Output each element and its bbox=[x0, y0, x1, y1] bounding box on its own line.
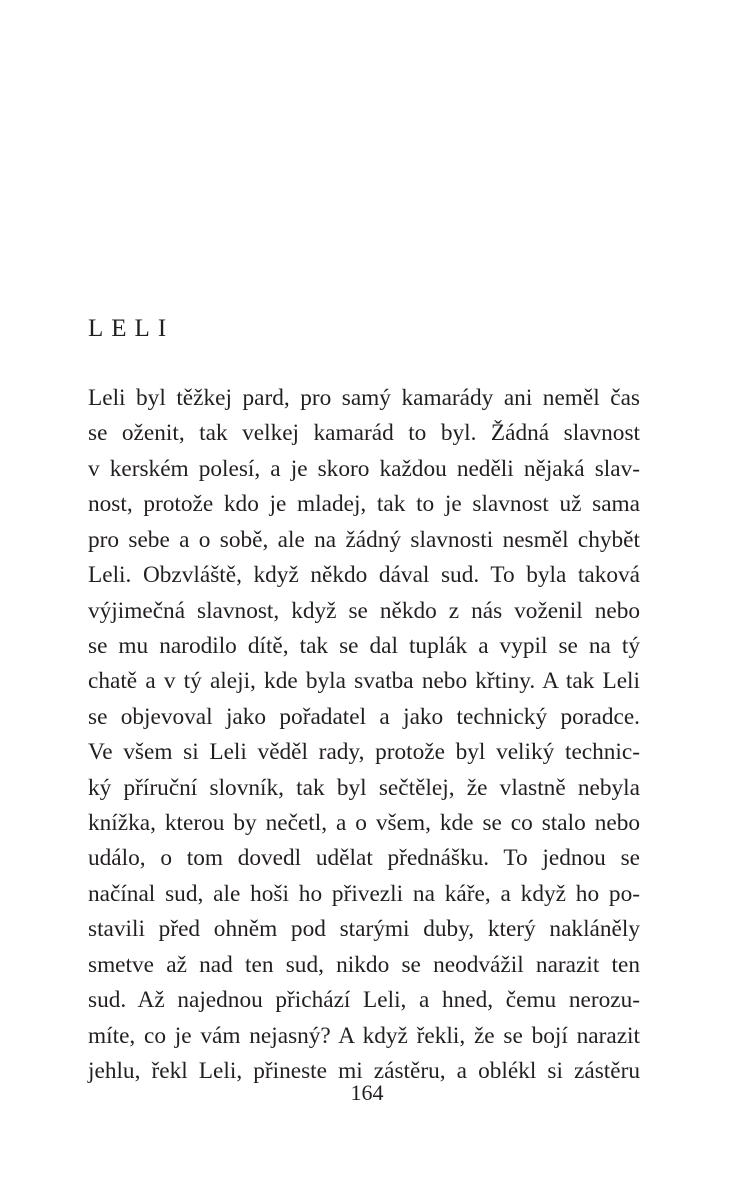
text-line: Leli byl těžkej pard, pro samý kamarády ani neměl čas bbox=[88, 385, 640, 411]
text-line: Leli. Obzvláště, když někdo dával sud. To byla taková bbox=[88, 562, 640, 589]
body-text bbox=[88, 381, 640, 1089]
text-line: se mu narodilo dítě, tak se dal tuplák a vypil se na tý bbox=[88, 632, 640, 659]
text-line: se objevoval jako pořadatel a jako technický poradce. bbox=[88, 703, 640, 730]
chapter-title: LELI bbox=[88, 315, 175, 342]
text-line: výjimečná slavnost, když se někdo z nás voženil nebo bbox=[88, 597, 640, 624]
text-line: sud. Až najednou přichází Leli, a hned, čemu nerozu- bbox=[88, 987, 640, 1014]
text-line: se oženit, tak velkej kamarád to byl. Žádná slavnost bbox=[88, 420, 640, 447]
text-line: Ve všem si Leli věděl rady, protože byl veliký technic- bbox=[88, 739, 640, 766]
text-line: míte, co je vám nejasný? A když řekli, že se bojí narazit bbox=[88, 1022, 640, 1049]
text-line: knížka, kterou by nečetl, a o všem, kde se co stalo nebo bbox=[88, 810, 640, 837]
text-line: ký příruční slovník, tak byl sečtělej, že vlastně nebyla bbox=[88, 774, 640, 801]
text-line: stavili před ohněm pod starými duby, který nakláněly bbox=[88, 916, 640, 943]
text-line: v kerském polesí, a je skoro každou neděli nějaká slav- bbox=[88, 455, 640, 482]
text-line: nost, protože kdo je mladej, tak to je slavnost už sama bbox=[88, 491, 640, 518]
text-line: pro sebe a o sobě, ale na žádný slavnosti nesměl chybět bbox=[88, 526, 640, 553]
text-line: chatě a v tý aleji, kde byla svatba nebo křtiny. A tak Leli bbox=[88, 668, 640, 695]
text-line: událo, o tom dovedl udělat přednášku. To jednou se bbox=[88, 845, 640, 872]
text-line: smetve až nad ten sud, nikdo se neodvážil narazit ten bbox=[88, 951, 640, 978]
text-line: načínal sud, ale hoši ho přivezli na káře, a když ho po- bbox=[88, 880, 640, 907]
text-line: jehlu, řekl Leli, přineste mi zástěru, a oblékl si zástěru bbox=[88, 1058, 640, 1085]
page-number: 164 bbox=[350, 1080, 384, 1105]
